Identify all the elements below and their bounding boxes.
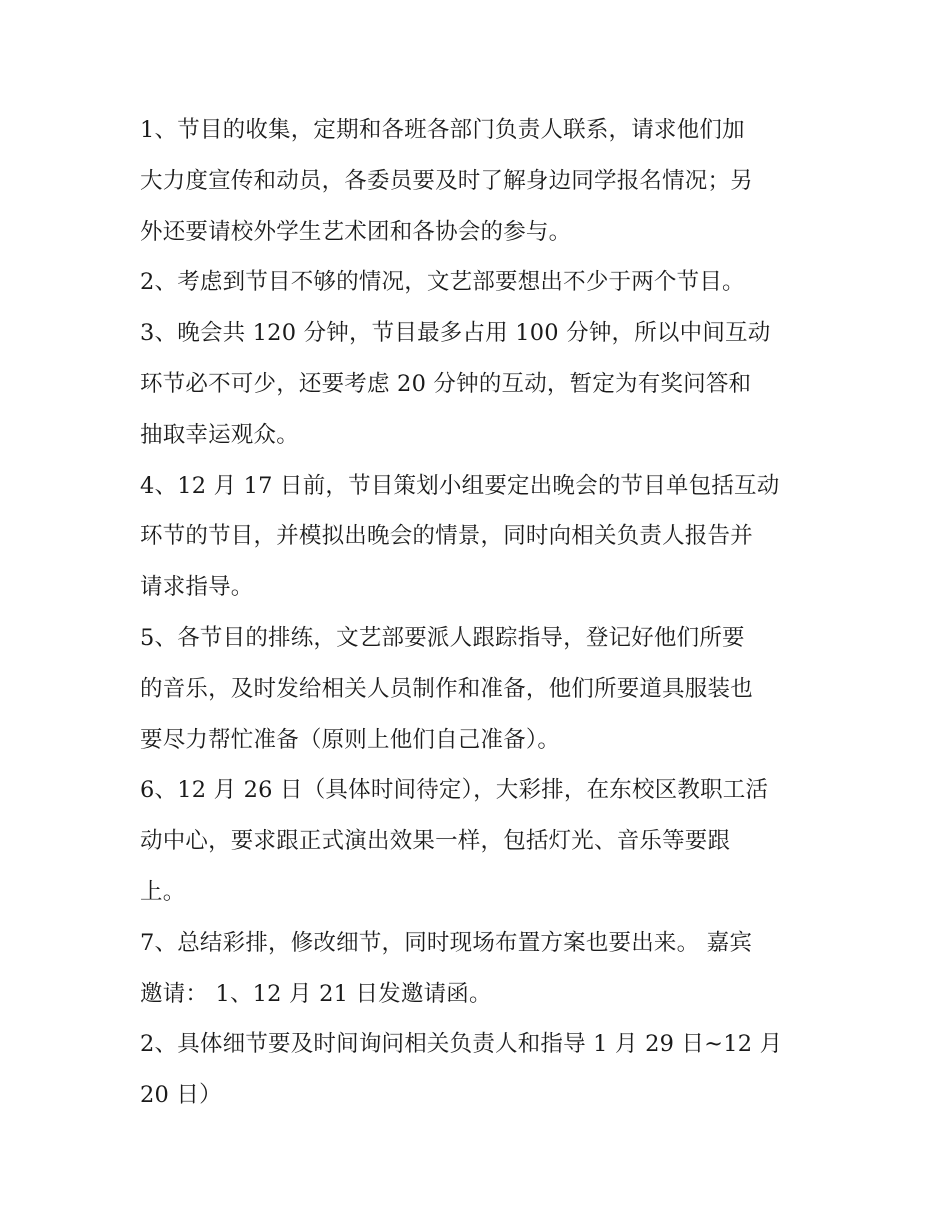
text-line: 2、考虑到节目不够的情况，文艺部要想出不少于两个节目。 — [140, 269, 745, 296]
text-line: 的音乐，及时发给相关人员制作和准备，他们所要道具服装也 — [140, 675, 753, 702]
text-line: 环节必不可少，还要考虑 20 分钟的互动，暂定为有奖问答和 — [140, 370, 752, 397]
text-line: 2、具体细节要及时间询问相关负责人和指导 1 月 29 日~12 月 — [140, 1031, 783, 1058]
text-line: 外还要请校外学生艺术团和各协会的参与。 — [140, 218, 572, 245]
text-line: 7、总结彩排，修改细节，同时现场布置方案也要出来。 嘉宾 — [140, 929, 753, 956]
text-line: 5、各节目的排练，文艺部要派人跟踪指导，登记好他们所要 — [140, 624, 745, 651]
text-line: 1、节目的收集，定期和各班各部门负责人联系，请求他们加 — [140, 117, 745, 143]
text-line: 请求指导。 — [140, 574, 254, 601]
text-line: 3、晚会共 120 分钟，节目最多占用 100 分钟，所以中间互动 — [140, 320, 771, 347]
text-line: 要尽力帮忙准备（原则上他们自己准备）。 — [140, 726, 561, 753]
text-line: 抽取幸运观众。 — [140, 421, 299, 448]
text-line: 大力度宣传和动员，各委员要及时了解身边同学报名情况；另 — [140, 167, 753, 194]
text-line: 环节的节目，并模拟出晚会的情景，同时向相关负责人报告并 — [140, 523, 753, 550]
document-body — [140, 105, 820, 1121]
text-line: 邀请： 1、12 月 21 日发邀请函。 — [140, 980, 492, 1007]
text-line: 动中心，要求跟正式演出效果一样，包括灯光、音乐等要跟 — [140, 828, 731, 855]
text-line: 20 日） — [140, 1082, 222, 1109]
text-line: 上。 — [140, 878, 186, 905]
text-line: 4、12 月 17 日前，节目策划小组要定出晚会的节目单包括互动 — [140, 472, 780, 499]
text-line: 6、12 月 26 日（具体时间待定），大彩排，在东校区教职工活 — [140, 777, 769, 804]
